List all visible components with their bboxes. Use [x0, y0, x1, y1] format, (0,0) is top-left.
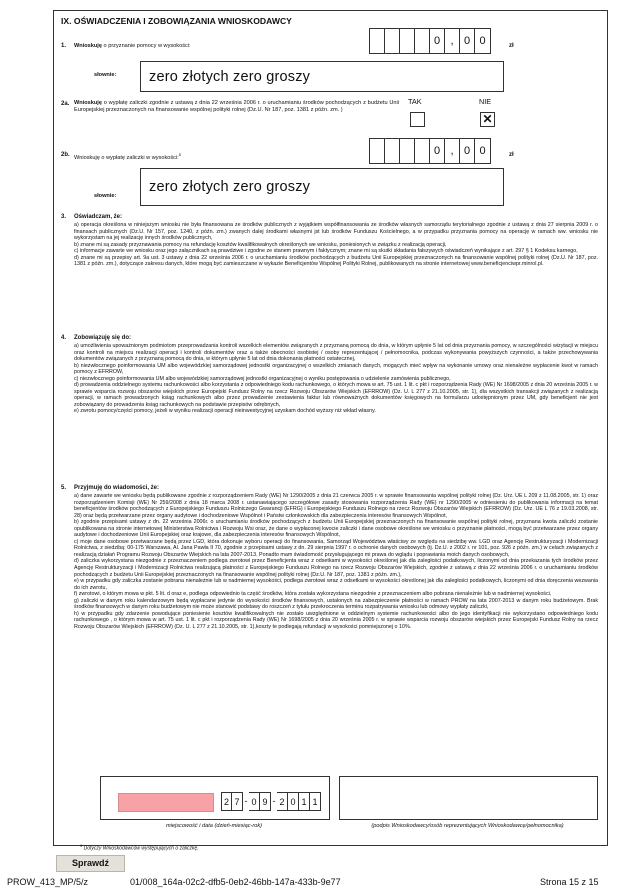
q2a-text: Wnioskuję o wypłatę zaliczki zgodnie z ustawą z dnia 22 września 2006 r. o uruchamianiu środków pochodzących z budżetu Unii Europejskiej przeznaczonych na finansowanie wspólnej polityki rolnej (Dz.U. Nr 187, poz. 1381 z późn. zm. ) [74, 100, 399, 113]
amount-digit-cell[interactable]: 0 [479, 35, 486, 47]
form-page [53, 10, 608, 846]
q3-heading: Oświadczam, że: [74, 214, 123, 220]
advance-amount-field[interactable] [369, 138, 491, 164]
no-label: NIE [479, 97, 492, 106]
declaration-item: b) znane mi są zasady przyznawania pomocy na refundację kosztów kwalifikowalnych określonych we wniosku, poniesionych w związku z realizacją operacji, [74, 241, 447, 248]
amount-field[interactable] [369, 28, 491, 54]
item-number: 1. [61, 43, 67, 49]
footnote: $^5$ Dotyczy Wnioskodawców występujących o zaliczkę. [80, 843, 199, 852]
obligation-item: a) umożliwienia upoważnionym podmiotom przeprowadzania kontroli wszelkich elementów związanych z przyznaną pomocą do dnia, w którym upłynie 5 lat od dnia przyznania pomocy, w szczególności wizytacji w miejscu oraz kontroli na miejscu realizacji operacji i kontroli dokumentów oraz a także obecności osobistej / osoby reprezentującej / pełnomocnika, podczas wykonywania powyższych czynności, a także przechowywania dokumentów związanych z przyznaną pomocą do dnia, w którym upłynie 5 lat od dnia dokonania płatności ostatecznej, [74, 343, 598, 363]
amount-digit-cell[interactable] [370, 29, 385, 53]
date-digit-cell[interactable]: 2 [221, 792, 232, 811]
amount-digit-cell[interactable]: 0 [430, 29, 445, 53]
advance-no-checkbox[interactable]: ✕ [480, 112, 495, 127]
words-label: słownie: [94, 72, 117, 78]
amount-digit-cell[interactable] [400, 29, 415, 53]
declaration-item: a) operacja określona w niniejszym wniosku nie była finansowana ze środków publicznych z wyjątkiem współfinansowania ze środków własnych samorządu terytorialnego zgodnie z ustawą z dnia 27 sierpnia 2009 r. o finansach publicznych (Dz.U. Nr 157, poz. 1240, z późn. zm.) zwanych dalej środkami własnymi jst lub środków Funduszu Kościelnego, a w przypadku przyznania pomocy na operację w ramach ww. wniosku nie wykorzystam na jej realizację innych środków publicznych, [74, 222, 598, 242]
advance-digit-cell[interactable]: 0 [460, 139, 475, 163]
item-number: 2b. [61, 152, 70, 158]
acknowledgement-item: c) moje dane osobowe przetwarzane będą przez LGD, która dokonuje wyboru operacji do finansowania, Samorząd Województwa właściwy ze względu na siedzibę ww. LGD oraz Agencję Restrukturyzacji i Modernizacji Rolnictwa, z siedzibą: 00-175 Warszawa, Al. Jana Pawła II 70, zgodnie z przepisami ustawy z dn. 29 sierpnia 1997 r. o ochronie danych osobowych (tj. Dz.U. z 2002 r. nr 101, poz. 926 z późn. zm.) w celach związanych z realizacją działań Programu Rozwoju Obszarów Wiejskich na lata 2007-2013. Ponadto mam świadomość przysługującego mi prawa do wglądu i poprawiania moich danych osobowych, [74, 538, 598, 558]
date-separator: - [272, 796, 276, 806]
obligation-item: d) prowadzenia oddzielnego systemu rachunkowości albo korzystania z odpowiedniego kodu rachunkowego, o których mowa w art. 75 ust. 1 lit. c pkt i rozporządzenia Rady (WE) Nr 1698/2005 z dnia 20 września 2005 r. w sprawie wsparcia rozwoju obszarów wiejskich przez Europejski Fundusz Rolny na rzecz Rozwoju Obszarów Wiejskich (EFRROW) (Dz. U. L 277 z 21.10.2005, str. 1), dla wszystkich transakcji związanych z realizacją operacji, w ramach prowadzonych ksiąg rachunkowych albo przez prowadzenie zestawienia faktur lub równoważnych dokumentów księgowych na formularzu udostępnionym przez UM, gdy beneficjent nie jest zobowiązany do prowadzenia ksiąg rachunkowych na podstawie przepisów odrębnych, [74, 382, 598, 408]
date-digit-cell[interactable]: 0 [249, 792, 260, 811]
date-digit-cell[interactable]: 2 [277, 792, 288, 811]
acknowledgement-item: f) zwrotowi, o którym mowa w pkt. 5 lit. d oraz e, podlega odpowiednio ta część środków, która została wykorzystana niezgodnie z przeznaczeniem albo pobrana nienależnie lub w nadmiernej wysokości, [74, 591, 552, 598]
advance-digit-cell[interactable]: 0 [479, 145, 486, 157]
date-digit-cell[interactable]: 1 [299, 792, 310, 811]
item-number: 2a. [61, 101, 70, 107]
currency-label: zł [509, 43, 514, 49]
acknowledgement-item: b) zgodnie przepisami ustawy z dn. 22 września 2006r. o uruchamianiu środków pochodzących z budżetu Unii Europejskiej przeznaczonych na finansowanie wspólnej polityki rolnej, przyznana kwota zaliczki zostanie opublikowana na stronie internetowej Ministerstwa Rolnictwa i Rozwoju Wsi oraz, że dane o wypłaconej kwocie zaliczki i dane osobowe określone we wniosku o przyznanie płatności, mogą być przetwarzane przez organy audytowe i dochodzeniowe Unii Europejskiej oraz krajowe, dla zabezpieczenia interesów finansowych Wspólnot, [74, 519, 598, 539]
q4-heading: Zobowiązuję się do: [74, 335, 132, 341]
declaration-item: d) znane mi są przepisy art. 9a ust. 3 ustawy z dnia 22 września 2006 r. o uruchamianiu środków pochodzących z budżetu Unii Europejskiej przeznaczonych na finansowanie wspólnej polityki rolnej (Dz.U. Nr 187, poz. 1381 z późn. zm.), dotyczące zakresu danych, które mogą być zamieszczane w wykazie Beneficjentów Wspólnej Polityki Rolnej, publikowanych na stronie internetowej www.beneficjenciwpr.minrol.pl. [74, 254, 598, 268]
date-digit-cell[interactable]: 1 [310, 792, 321, 811]
form-id: PROW_413_MP/5/z [7, 877, 89, 887]
advance-words-field[interactable]: zero złotych zero groszy [140, 168, 504, 206]
page-number: Strona 15 z 15 [540, 877, 599, 887]
item-number: 3. [61, 214, 67, 220]
acknowledgement-item: e) w przypadku gdy zaliczka zostanie pobrana nienależnie lub w nadmiernej wysokości, podlega zwrotowi wraz z odsetkami w wysokości określonej jak dla zaległości podatkowych, liczonymi od dnia doręczenia wezwania do ich zwrotu, [74, 578, 598, 591]
declaration-item: c) informacje zawarte we wniosku oraz jego załącznikach są prawdziwe i zgodne ze stanem prawnym i faktycznym; znane mi są skutki składania fałszywych oświadczeń wynikające z art. 297 § 1 Kodeksu karnego, [74, 248, 578, 255]
date-digit-cell[interactable]: 9 [260, 792, 271, 811]
obligation-item: e) zwrotu pomocy/części pomocy, jeżeli w wyniku realizacji operacji nieinwestycyjnej uzyskam dochód wyższy niż wkład własny. [74, 408, 376, 415]
advance-digit-cell[interactable] [385, 139, 400, 163]
obligation-item: c) niezwłocznego poinformowania UM albo wojewódzkiej samorządowej jednostki organizacyjnej o wyniku postępowania o udzielenie zamówienia publicznego, [74, 375, 451, 382]
words-label: słownie: [94, 193, 117, 199]
advance-digit-cell[interactable]: , [445, 139, 460, 163]
acknowledgement-item: h) w przypadku gdy zdarzenie powodujące poniesienie kosztów kwalifikowalnych nie zostało uwzględnione w oddzielnym systemie rachunkowości albo do jego identyfikacji nie wykorzystano odpowiedniego kodu rachunkowego , o którym mowa w art. 75 ust. 1 lit. c pkt i rozporządzenia Rady (WE) Nr 1698/2005 z dnia 20 września 2005 r. w sprawie wsparcia rozwoju obszarów wiejskich przez Europejski Fundusz Rolny na rzecz Rozwoju Obszarów Wiejskich (EFRROW) (Dz. U. L 277 z 21.10.2005, str. 1),koszty te podlegają refundacji w wysokości pomniejszonej o 10%. [74, 610, 598, 630]
amount-digit-cell[interactable] [385, 29, 400, 53]
advance-digit-cell[interactable]: 0 [430, 139, 445, 163]
check-button[interactable]: Sprawdź [56, 855, 125, 872]
advance-digit-cell[interactable] [370, 139, 385, 163]
acknowledgement-item: d) zaliczka wykorzystana niezgodnie z przeznaczeniem podlega zwrotowi przez Beneficjenta wraz z odsetkami w wysokości określonej jak dla zaległości podatkowych, liczonymi od dnia przekazania tych środków przez Agencję Restrukturyzacji i Modernizacji Rolnictwa realizującą płatności z Europejskiego Funduszu Rolnego na rzecz Rozwoju Obszarów Wiejskich, zgodnie z ustawą z dnia 22 września 2006 r. o uruchamianiu środków pochodzących z budżetu Unii Europejskiej przeznaczonych na finansowanie wspólnej polityki rolnej (Dz.U. Nr 187, poz. 1381 z późn. zm.), [74, 558, 598, 578]
acknowledgements-list [74, 493, 598, 630]
item-number: 4. [61, 335, 67, 341]
date-digit-cell[interactable]: 7 [232, 792, 243, 811]
amount-words-field[interactable]: zero złotych zero groszy [140, 61, 504, 92]
obligation-item: b) niezwłocznego poinformowania UM albo wojewódzkiej samorządowej jednostki organizacyjnej o wszelkich zmianach danych, mogących mieć wpływ na wykonanie umowy oraz nienależne wypłacenie kwot w ramach pomocy z EFRROW, [74, 362, 598, 376]
obligations-list [74, 343, 598, 415]
q2b-label: Wnioskuję o wypłatę zaliczki w wysokości:$^5$ [74, 152, 181, 161]
place-date-caption: miejscowość i data (dzień-miesiąc-rok) [165, 823, 263, 829]
date-digit-cell[interactable]: 0 [288, 792, 299, 811]
item-number: 5. [61, 485, 67, 491]
amount-digit-cell[interactable] [415, 29, 430, 53]
q1-label: Wnioskuję o przyznanie pomocy w wysokości: [74, 43, 191, 49]
advance-digit-cell[interactable] [415, 139, 430, 163]
currency-label: zł [509, 152, 514, 158]
acknowledgement-item: g) zaliczki w danym roku kalendarzowym będą wypłacane jedynie do wysokości środków finansowych, ustalonych na zabezpieczenie płatności w ramach PROW na lata 2007-2013 w danym roku budżetowym. Brak środków finansowych w danym roku budżetowym nie może stanowić podstawy do roszczeń z tytułu przekroczenia terminu rozpatrywania wniosku lub odmowy wypłaty zaliczki, [74, 597, 598, 611]
date-field[interactable] [221, 792, 321, 811]
amount-digit-cell[interactable]: 0 [460, 29, 475, 53]
document-id: 01/008_164a-02c2-dfb5-0eb2-46bb-147a-433b-9e77 [130, 877, 341, 887]
declarations-list [74, 222, 598, 268]
q5-heading: Przyjmuję do wiadomości, że: [74, 485, 160, 491]
date-separator: - [244, 796, 248, 806]
advance-yes-checkbox[interactable] [410, 112, 425, 127]
yes-label: TAK [408, 97, 422, 106]
place-field[interactable] [118, 793, 214, 812]
section-title: IX. OŚWIADCZENIA I ZOBOWIĄZANIA WNIOSKODAWCY [61, 16, 292, 26]
signature-caption: (podpis Wnioskodawcy/osób reprezentujących Wnioskodawcę/pełnomocnika) [371, 823, 564, 829]
amount-digit-cell[interactable]: , [445, 29, 460, 53]
signature-box [339, 776, 598, 820]
acknowledgement-item: a) dane zawarte we wniosku będą publikowane zgodnie z rozporządzeniem Rady (WE) Nr 1290/2005 z dnia 21 czerwca 2005 r. w sprawie finansowania wspólnej polityki rolnej (Dz. Urz. UE L 209 z 11.08.2005, str. 1) oraz rozporządzeniem Komisji (WE) Nr 259/2008 z dnia 18 marca 2008 r. ustanawiającego szczegółowe zasady stosowania rozporządzenia Rady (WE) nr 1290/2005 w odniesieniu do publikowania informacji na temat beneficjentów środków pochodzących z Europejskiego Funduszu Rolniczego Gwarancji (EFRG) i Europejskiego Funduszu Rolnego na rzecz Rozwoju Obszarów Wiejskich (EFRROW) (Dz. Urz. UE L 76 z 19.03.2008, str. 28) oraz będą przetwarzane przez organy audytowe i dochodzeniowe Wspólnot i Państw członkowskich dla zabezpieczenia interesów finansowych Wspólnot, [74, 493, 598, 519]
advance-digit-cell[interactable] [400, 139, 415, 163]
